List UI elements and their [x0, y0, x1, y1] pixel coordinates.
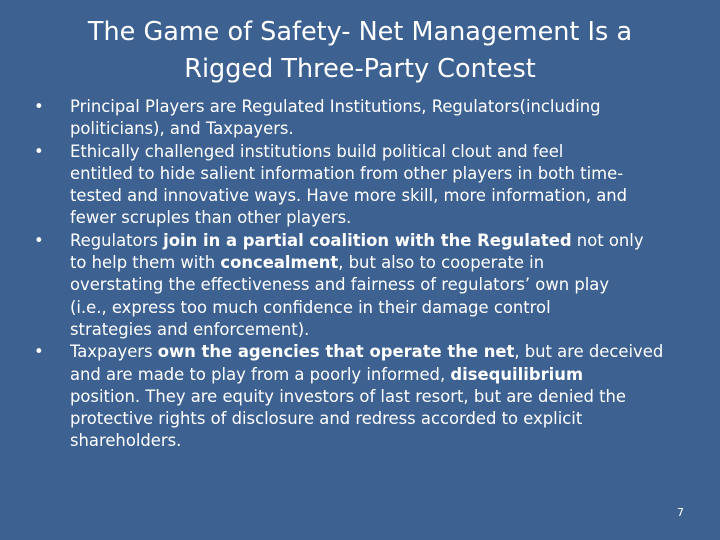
- bullet-marker: •: [34, 97, 44, 116]
- bullet-line: [70, 364, 694, 386]
- emphasized-text: own the agencies that operate the net: [157, 342, 515, 362]
- bullet-text: tested and innovative ways. Have more skill, more information, and: [70, 186, 628, 206]
- bullet-text: shareholders.: [70, 431, 182, 451]
- bullet-text: , but are deceived: [514, 342, 664, 362]
- bullet-line: [70, 118, 694, 140]
- bullet-line: [70, 252, 694, 274]
- bullet-marker: •: [34, 141, 44, 161]
- bullet-text: Taxpayers: [70, 342, 158, 362]
- bullet-text: protective rights of disclosure and redress accorded to explicit: [70, 409, 583, 429]
- bullet-text: (i.e., express too much confidence in their damage control: [70, 297, 551, 317]
- bullet-item: [34, 96, 694, 141]
- bullet-line: [70, 230, 694, 252]
- emphasized-text: concealment: [220, 253, 339, 273]
- bullet-text: entitled to hide salient information from other players in both time-: [70, 163, 624, 183]
- bullet-line: [70, 341, 694, 363]
- bullet-line: [70, 408, 694, 430]
- slide-title-line-2: Rigged Three-Party Contest: [184, 54, 536, 84]
- bullet-text: and are made to play from a poorly informed,: [70, 364, 451, 384]
- bullet-marker: •: [34, 342, 44, 362]
- bullet-text: not only: [571, 230, 644, 250]
- bullet-text: strategies and enforcement).: [70, 319, 310, 339]
- bullet-line: [70, 386, 694, 408]
- bullet-text: position. They are equity investors of last resort, but are denied the: [70, 386, 627, 406]
- bullet-text: fewer scruples than other players.: [70, 208, 352, 228]
- bullet-item: [34, 341, 694, 452]
- bullet-text: Regulators: [70, 230, 164, 250]
- emphasized-text: disequilibrium: [450, 364, 584, 384]
- bullet-marker: •: [34, 230, 44, 250]
- bullet-text: politicians), and Taxpayers.: [70, 119, 294, 139]
- bullet-line: [70, 141, 694, 163]
- slide-title: [40, 14, 680, 88]
- bullet-line: [70, 430, 694, 452]
- bullet-line: [70, 207, 694, 229]
- bullet-list: [34, 96, 694, 453]
- bullet-text: , but also to cooperate in: [338, 253, 545, 273]
- bullet-text: Ethically challenged institutions build political clout and feel: [70, 141, 564, 161]
- bullet-text: overstating the effectiveness and fairness of regulators’ own play: [70, 275, 610, 295]
- bullet-line: [70, 163, 694, 185]
- bullet-line: [70, 185, 694, 207]
- bullet-line: [70, 274, 694, 296]
- slide-title-line-1: The Game of Safety- Net Management Is a: [87, 17, 633, 47]
- bullet-line: [70, 96, 694, 118]
- page-number: 7: [677, 506, 684, 519]
- bullet-text: Principal Players are Regulated Institutions, Regulators(including: [70, 97, 601, 116]
- bullet-line: [70, 297, 694, 319]
- bullet-item: [34, 230, 694, 341]
- emphasized-text: join in a partial coalition with the Regulated: [163, 230, 572, 250]
- bullet-line: [70, 319, 694, 341]
- bullet-item: [34, 141, 694, 230]
- bullet-text: to help them with: [70, 253, 221, 273]
